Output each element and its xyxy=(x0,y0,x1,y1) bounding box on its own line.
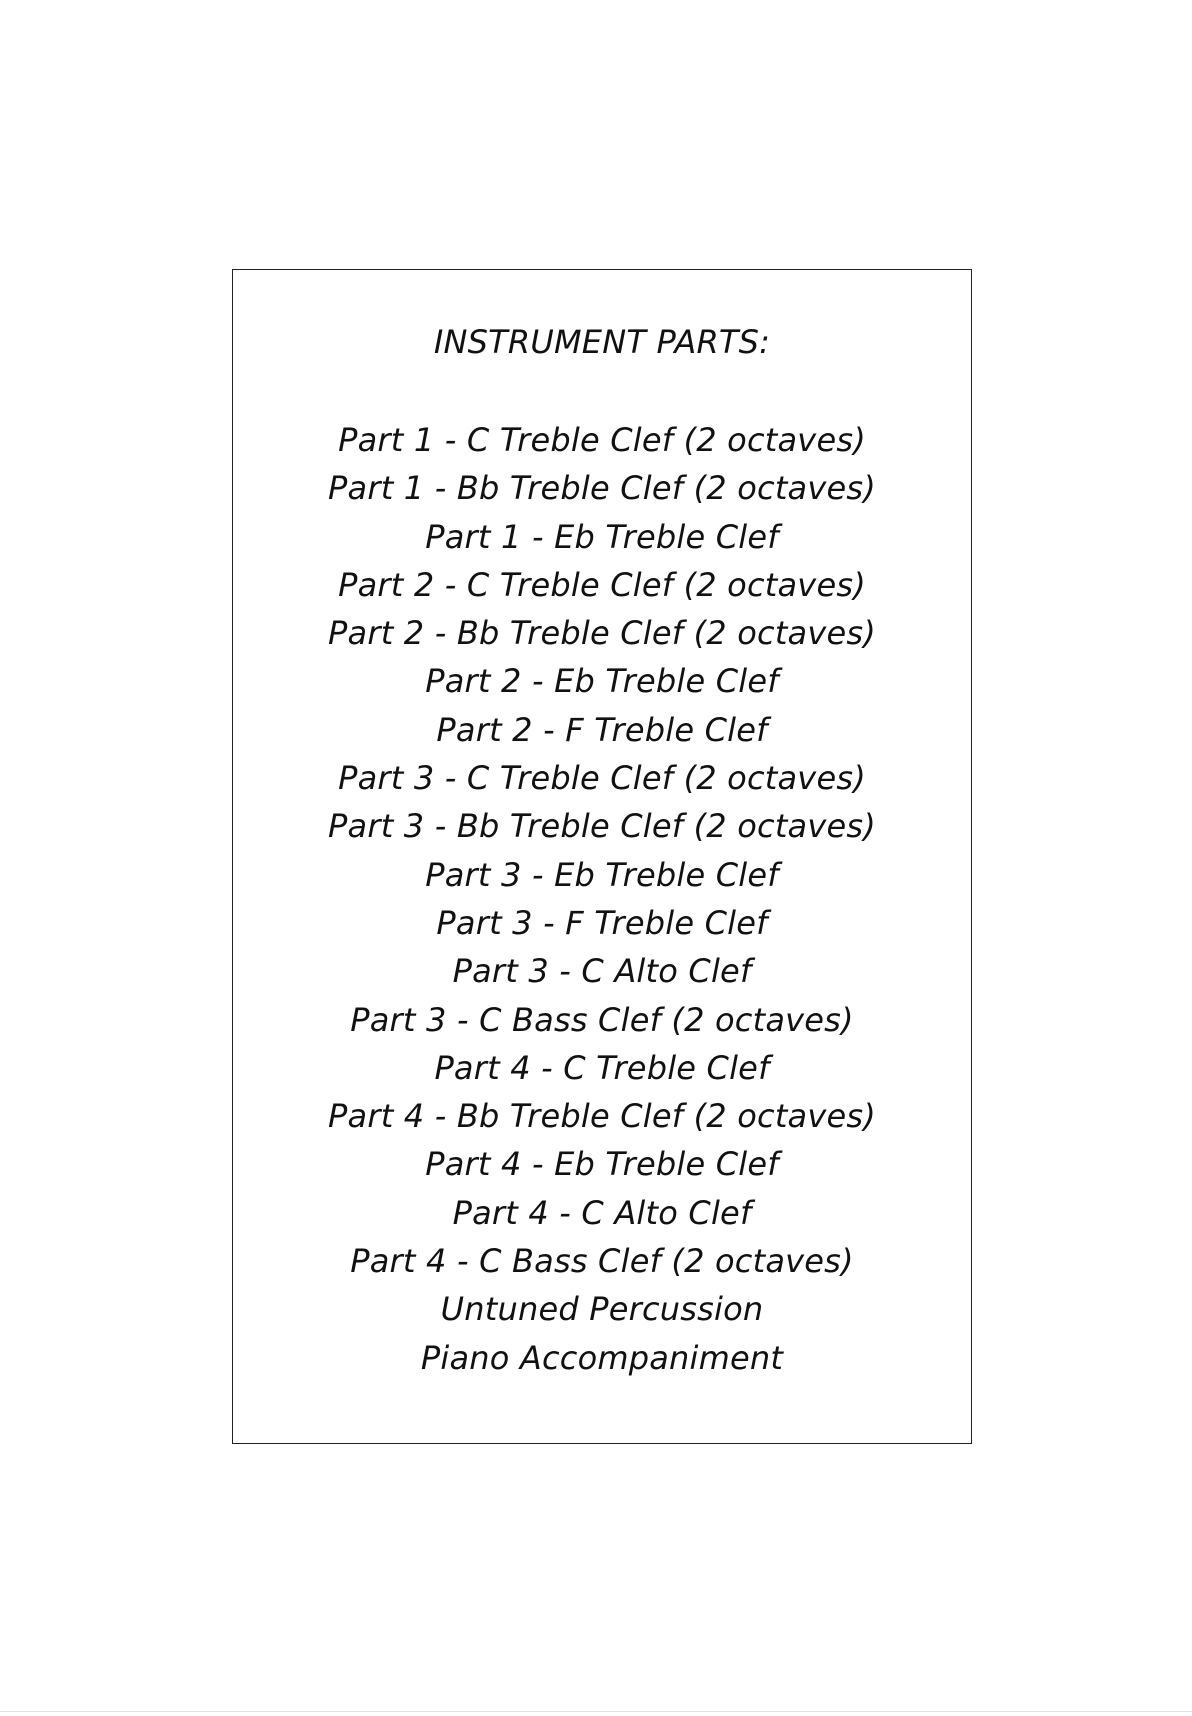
part-list-item: Part 3 - C Treble Clef (2 octaves) xyxy=(338,759,866,798)
part-list-item: Part 2 - Eb Treble Clef xyxy=(425,662,779,701)
part-list-item: Part 3 - C Bass Clef (2 octaves) xyxy=(350,1000,854,1039)
instrument-parts-box xyxy=(232,269,972,1444)
part-list-item: Part 1 - Bb Treble Clef (2 octaves) xyxy=(328,469,876,508)
instrument-parts-title: INSTRUMENT PARTS: xyxy=(433,323,771,361)
part-list-item: Part 3 - C Alto Clef xyxy=(452,952,752,991)
part-list-item: Part 4 - Bb Treble Clef (2 octaves) xyxy=(328,1097,876,1136)
instrument-parts-list xyxy=(233,416,971,1382)
part-list-item: Untuned Percussion xyxy=(440,1290,764,1329)
part-list-item: Part 2 - C Treble Clef (2 octaves) xyxy=(338,565,866,604)
part-list-item: Part 3 - F Treble Clef xyxy=(436,903,768,942)
part-list-item: Part 2 - F Treble Clef xyxy=(436,710,768,749)
part-list-item: Part 2 - Bb Treble Clef (2 octaves) xyxy=(328,614,876,653)
part-list-item: Part 4 - C Bass Clef (2 octaves) xyxy=(350,1242,854,1281)
part-list-item: Piano Accompaniment xyxy=(420,1338,784,1377)
part-list-item: Part 1 - C Treble Clef (2 octaves) xyxy=(338,421,866,459)
part-list-item: Part 3 - Bb Treble Clef (2 octaves) xyxy=(328,807,876,846)
part-list-item: Part 3 - Eb Treble Clef xyxy=(425,855,779,894)
part-list-item: Part 4 - C Alto Clef xyxy=(452,1193,752,1232)
part-list-item: Part 4 - C Treble Clef xyxy=(434,1048,770,1087)
part-list-item: Part 4 - Eb Treble Clef xyxy=(425,1145,779,1184)
page-bottom-divider xyxy=(0,1711,1192,1712)
part-list-item: Part 1 - Eb Treble Clef xyxy=(425,517,779,556)
